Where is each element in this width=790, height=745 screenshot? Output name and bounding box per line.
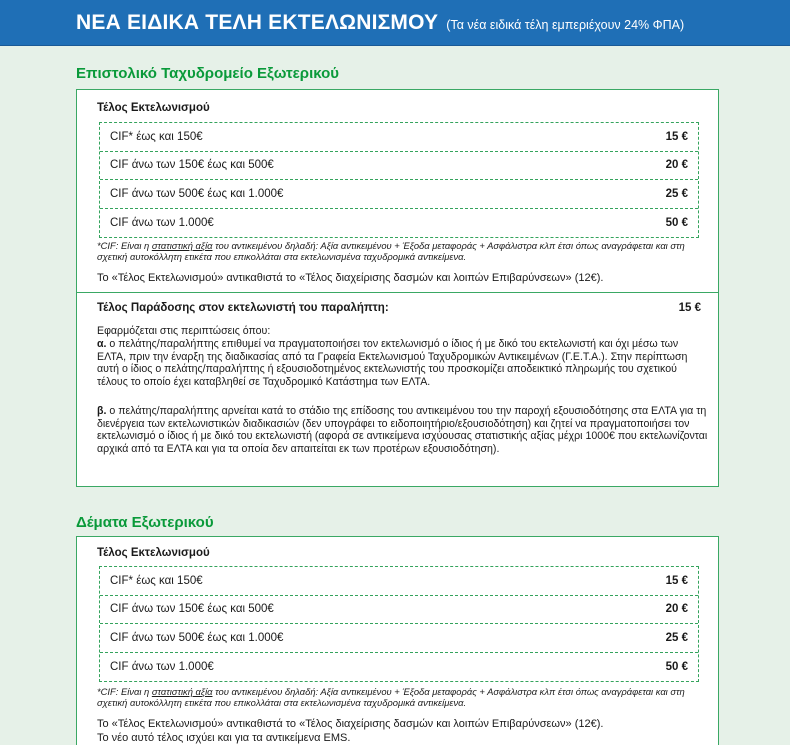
rate-amount: 15 € bbox=[665, 130, 688, 143]
replacement-note: Το «Τέλος Εκτελωνισμού» αντικαθιστά το «Τέλος διαχείρισης δασμών και λοιπών Επιβαρύνσεων» (12€). bbox=[97, 272, 604, 284]
case-b-text: ο πελάτης/παραλήπτης αρνείται κατά το στάδιο της επίδοσης του αντικειμένου του την παροχή εξουσιοδότησης στα ΕΛΤΑ για τη διενέργεια των εκτελωνιστικών διαδικασιών (δεν υπογράφει το ειδοποιητήριο/εξουσιοδότηση) και ζητεί να πραγματοποιήσει τον εκτελωνισμό ο ίδιος ή με δικό του εκτελωνιστή (αφορά σε αντικείμενα ισχύουσας στατιστικής αξίας μέχρι 1000€ που εκτελωνίζονται αρχικά από τα ΕΛΤΑ και για τα οποία δεν απαιτείται εκ των προτέρων εξουσιοδότηση). bbox=[97, 405, 708, 455]
page-title: ΝΕΑ ΕΙΔΙΚΑ ΤΕΛΗ ΕΚΤΕΛΩΝΙΣΜΟΥ bbox=[76, 10, 439, 34]
replacement-note: Το «Τέλος Εκτελωνισμού» αντικαθιστά το «Τέλος διαχείρισης δασμών και λοιπών Επιβαρύνσεων» (12€). bbox=[97, 718, 604, 730]
footnote-prefix: *CIF: Είναι η bbox=[97, 686, 152, 697]
section-title-letter-mail: Επιστολικό Ταχυδρομείο Εξωτερικού bbox=[76, 65, 339, 82]
rate-amount: 50 € bbox=[665, 216, 688, 229]
rate-amount: 25 € bbox=[665, 631, 688, 644]
table-row bbox=[100, 567, 698, 596]
rate-amount: 50 € bbox=[665, 660, 688, 673]
case-a-marker: α. bbox=[97, 338, 107, 350]
rate-amount: 20 € bbox=[665, 159, 688, 172]
rate-amount: 25 € bbox=[665, 187, 688, 200]
vat-note: (Τα νέα ειδικά τέλη εμπεριέχουν 24% ΦΠΑ) bbox=[446, 17, 685, 32]
rate-label: CIF* έως και 150€ bbox=[110, 130, 203, 143]
footnote-text: του αντικειμένου δηλαδή: Αξία αντικειμένου + Έξοδα μεταφοράς + Ασφάλιστρα κλπ έτσι όπως αναγράφεται και στη σχετική αυτοκόλλητη ετικέτα που επικολλάται στα εκτελωνισμένα ταχυδρομικά αντικείμενα. bbox=[97, 686, 685, 708]
clearance-rate-table bbox=[99, 122, 699, 238]
delivery-fee-label: Τέλος Παράδοσης στον εκτελωνιστή του παραλήπτη: bbox=[97, 302, 389, 314]
section-title-parcels: Δέματα Εξωτερικού bbox=[76, 514, 214, 531]
rate-label: CIF άνω των 150€ έως και 500€ bbox=[110, 159, 274, 172]
rate-label: CIF άνω των 1.000€ bbox=[110, 216, 214, 229]
table-row bbox=[100, 596, 698, 625]
statistical-value-term: στατιστική αξία bbox=[151, 240, 213, 251]
rate-label: CIF άνω των 500€ έως και 1.000€ bbox=[110, 631, 284, 644]
statistical-value-term: στατιστική αξία bbox=[151, 686, 213, 697]
rate-amount: 20 € bbox=[665, 603, 688, 616]
page-header bbox=[0, 0, 790, 46]
clearance-rate-table bbox=[99, 566, 699, 682]
table-row bbox=[100, 209, 698, 238]
case-b-marker: β. bbox=[97, 405, 107, 417]
parcels-box bbox=[76, 536, 719, 745]
clearance-fee-heading: Τέλος Εκτελωνισμού bbox=[97, 102, 210, 114]
letter-mail-box bbox=[76, 89, 719, 487]
delivery-fee-amount: 15 € bbox=[678, 302, 701, 314]
rate-label: CIF άνω των 500€ έως και 1.000€ bbox=[110, 187, 284, 200]
table-row bbox=[100, 123, 698, 152]
footnote-prefix: *CIF: Είναι η bbox=[97, 240, 152, 251]
table-row bbox=[100, 180, 698, 209]
cif-footnote bbox=[97, 686, 707, 708]
case-b-paragraph bbox=[97, 405, 709, 455]
ems-note: Το νέο αυτό τέλος ισχύει και για τα αντικείμενα EMS. bbox=[97, 732, 351, 744]
table-row bbox=[100, 152, 698, 181]
delivery-fee-row bbox=[97, 302, 701, 314]
rate-label: CIF άνω των 150€ έως και 500€ bbox=[110, 603, 274, 616]
rate-amount: 15 € bbox=[665, 574, 688, 587]
applies-intro: Εφαρμόζεται στις περιπτώσεις όπου: bbox=[97, 325, 271, 337]
case-a-text: ο πελάτης/παραλήπτης επιθυμεί να πραγματοποιήσει τον εκτελωνισμό ο ίδιος ή με δικό του εκτελωνιστή και όχι μέσω των ΕΛΤΑ, πριν την έναρξη της διαδικασίας από τα Γραφεία Εκτελωνισμού Ταχυδρομικών Αντικειμένων (Γ.Ε.Τ.Α.). Στην περίπτωση αυτή ο ίδιος ο πελάτης/παραλήπτης ή εξουσιοδοτημένος εκτελωνιστής του προσκομίζει αποδεικτικό πληρωμής του σχετικού τέλους το οποίο έχει καταβληθεί σε Ταχυδρομικό Κατάστημα των ΕΛΤΑ. bbox=[97, 338, 688, 388]
rate-label: CIF άνω των 1.000€ bbox=[110, 660, 214, 673]
table-row bbox=[100, 653, 698, 682]
rate-label: CIF* έως και 150€ bbox=[110, 574, 203, 587]
cif-footnote bbox=[97, 240, 707, 262]
case-a-paragraph bbox=[97, 338, 709, 388]
table-row bbox=[100, 624, 698, 653]
footnote-text: του αντικειμένου δηλαδή: Αξία αντικειμένου + Έξοδα μεταφοράς + Ασφάλιστρα κλπ έτσι όπως αναγράφεται και στη σχετική αυτοκόλλητη ετικέτα που επικολλάται στα εκτελωνισμένα ταχυδρομικά αντικείμενα. bbox=[97, 240, 685, 262]
section-divider bbox=[77, 292, 718, 293]
clearance-fee-heading: Τέλος Εκτελωνισμού bbox=[97, 547, 210, 559]
